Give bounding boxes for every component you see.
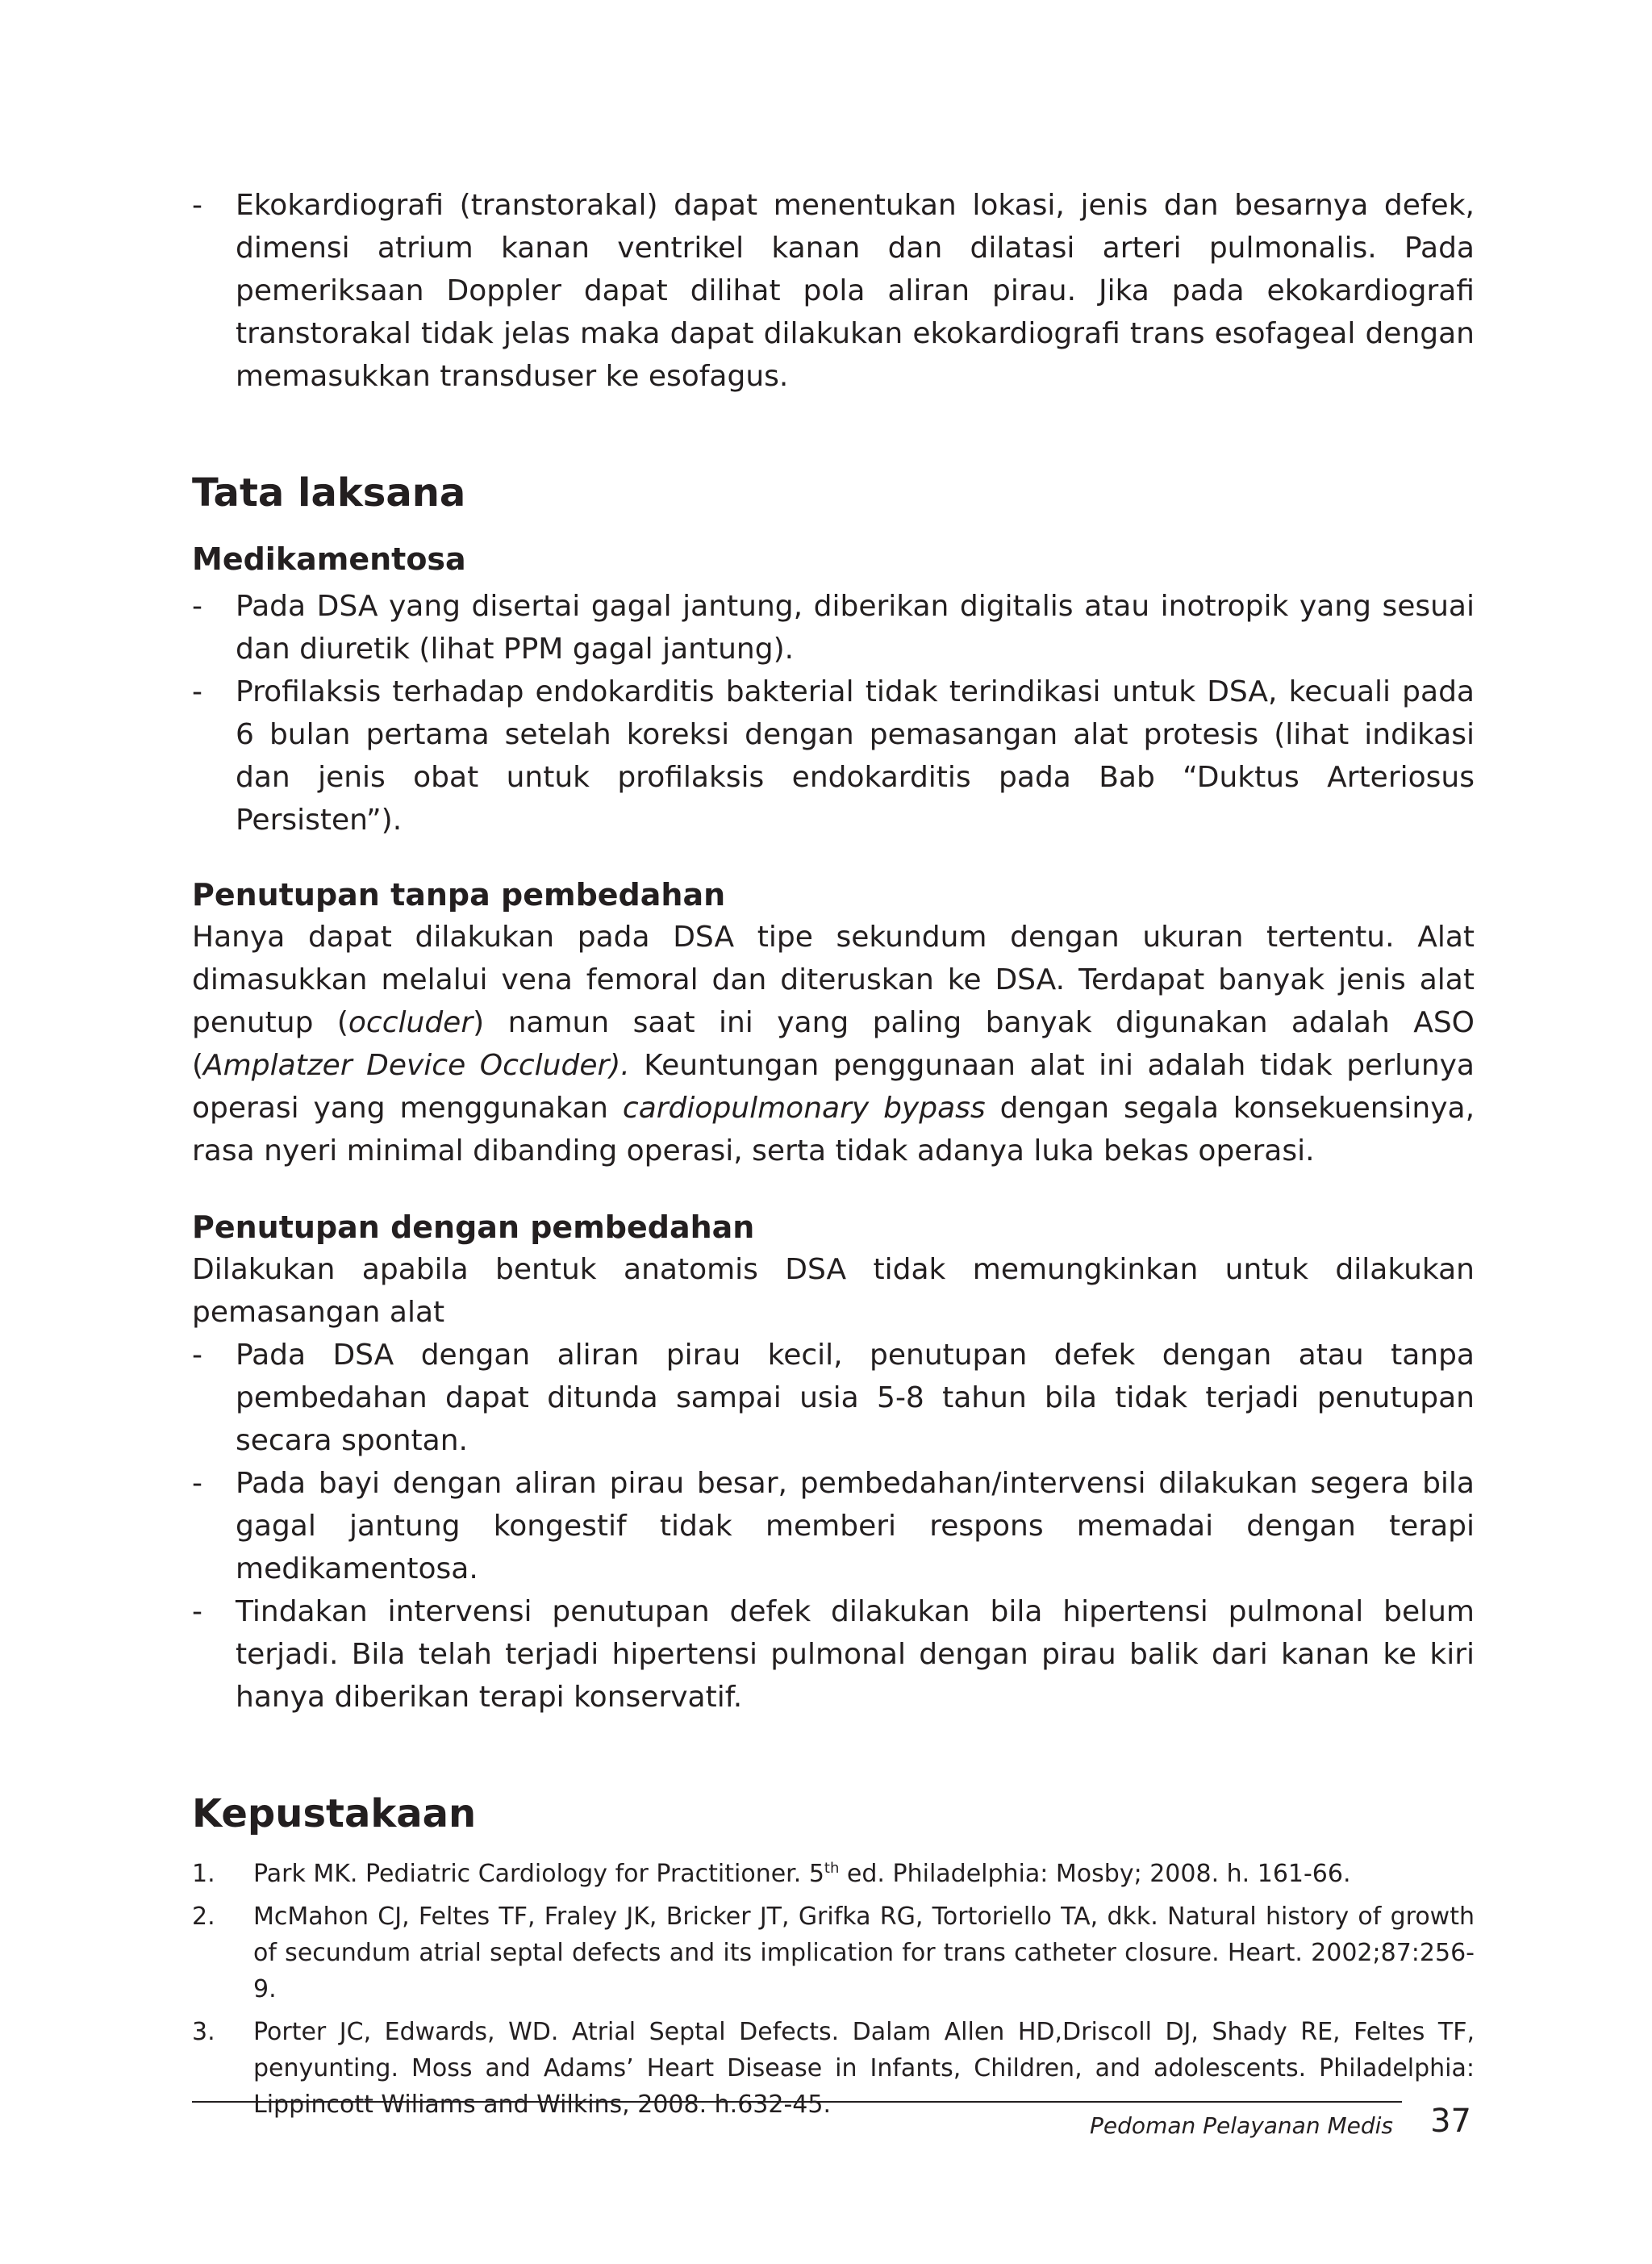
reference-text: ed. Philadelphia: Mosby; 2008. h. 161-66. [839, 1860, 1351, 1888]
intro-bullet [192, 184, 1475, 398]
list-item-text: Pada DSA yang disertai gagal jantung, diberikan digitalis atau inotropik yang sesuai dan diuretik (lihat PPM gagal jantung). [236, 590, 1475, 666]
italic-term: occluder [348, 1006, 473, 1039]
reference-text: Porter JC, Edwards, WD. Atrial Septal Defects. Dalam Allen HD,Driscoll DJ, Shady RE, Feltes TF, penyunting. Moss and Adams’ Heart Disease in Infants, Children, and adolescents. Philadelphia: Lippincott Wiliams and Wilkins, 2008. h.632-45. [253, 2018, 1475, 2119]
list-item-text: Pada bayi dengan aliran pirau besar, pembedahan/intervensi dilakukan segera bila gagal jantung kongestif tidak memberi respons memadai dengan terapi medikamentosa. [236, 1467, 1475, 1585]
heading-penutupan-tanpa-pembedahan: Penutupan tanpa pembedahan [192, 877, 726, 913]
list-item-text: Profilaksis terhadap endokarditis bakterial tidak terindikasi untuk DSA, kecuali pada 6 bulan pertama setelah koreksi dengan pemasangan alat protesis (lihat indikasi dan jenis obat untuk profilaksis endokarditis pada Bab “Duktus Arteriosus Persisten”). [236, 675, 1475, 837]
bullet-dash: - [192, 590, 202, 623]
footer-title: Pedoman Pelayanan Medis [1090, 2112, 1393, 2139]
list-item-text: Pada DSA dengan aliran pirau kecil, penutupan defek dengan atau tanpa pembedahan dapat ditunda sampai usia 5-8 tahun bila tidak terjadi penutupan secara spontan. [236, 1339, 1475, 1457]
paragraph-dengan-pembedahan: Dilakukan apabila bentuk anatomis DSA tidak memungkinkan untuk dilakukan pemasangan alat [192, 1253, 1475, 1329]
bullet-dash: - [192, 1467, 202, 1500]
bullet-dash: - [192, 189, 202, 222]
footer-divider [192, 2101, 1402, 2103]
italic-term: cardiopulmonary bypass [622, 1092, 986, 1125]
bullet-dash: - [192, 675, 202, 708]
page-number: 37 [1430, 2103, 1471, 2140]
bullet-dash: - [192, 1595, 202, 1628]
intro-bullet-text: Ekokardiografi (transtorakal) dapat menentukan lokasi, jenis dan besarnya defek, dimensi atrium kanan ventrikel kanan dan dilatasi arteri pulmonalis. Pada pemeriksaan Doppler dapat dilihat pola aliran pirau. Jika pada ekokardiografi transtorakal tidak jelas maka dapat dilakukan ekokardiografi trans esofageal dengan memasukkan transduser ke esofagus. [236, 189, 1475, 393]
heading-medikamentosa: Medikamentosa [192, 541, 466, 577]
reference-number: 2. [192, 1903, 215, 1931]
reference-text: McMahon CJ, Feltes TF, Fraley JK, Bricker JT, Grifka RG, Tortoriello TA, dkk. Natural history of growth of secundum atrial septal defects and its implication for trans catheter closure. Heart. 2002;87:256-9. [253, 1903, 1475, 2003]
text-run: Keuntungan penggunaan alat ini adalah tidak perlunya operasi yang menggunakan [192, 1049, 1475, 1125]
text-run: ) namun saat ini yang paling banyak digunakan adalah ASO ( [192, 1006, 1475, 1082]
list-item [192, 1334, 1475, 1462]
heading-kepustakaan: Kepustakaan [192, 1791, 477, 1836]
heading-penutupan-dengan-pembedahan: Penutupan dengan pembedahan [192, 1209, 755, 1245]
reference-number: 3. [192, 2018, 215, 2046]
list-item [192, 585, 1475, 670]
list-item [192, 1462, 1475, 1590]
text-run: Hanya dapat dilakukan pada DSA tipe sekundum dengan ukuran tertentu. Alat dimasukkan melalui vena femoral dan diteruskan ke DSA. Terdapat banyak jenis alat penutup ( [192, 921, 1475, 1039]
text-run: dengan segala konsekuensinya, rasa nyeri minimal dibanding operasi, serta tidak adanya luka bekas operasi. [192, 1092, 1475, 1168]
reference-superscript: th [824, 1860, 840, 1877]
reference-item [192, 2014, 1475, 2123]
reference-item [192, 1856, 1475, 1892]
reference-item [192, 1899, 1475, 2007]
italic-term: Amplatzer Device Occluder). [203, 1049, 630, 1082]
reference-text: Park MK. Pediatric Cardiology for Practitioner. 5 [253, 1860, 824, 1888]
reference-number: 1. [192, 1860, 215, 1888]
reference-list [192, 1856, 1475, 2123]
list-item [192, 670, 1475, 842]
heading-tata-laksana: Tata laksana [192, 470, 466, 516]
list-item-text: Tindakan intervensi penutupan defek dilakukan bila hipertensi pulmonal belum terjadi. Bila telah terjadi hipertensi pulmonal dengan pirau balik dari kanan ke kiri hanya diberikan terapi konservatif. [236, 1595, 1475, 1714]
bullet-dash: - [192, 1339, 202, 1372]
page-content [192, 184, 1475, 2129]
paragraph-tanpa-pembedahan [192, 916, 1475, 1172]
list-item [192, 1590, 1475, 1719]
